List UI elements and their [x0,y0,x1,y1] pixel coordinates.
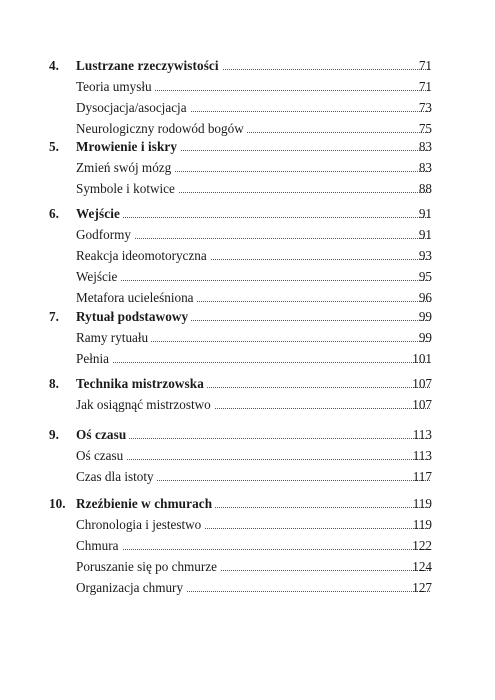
toc-section [0,178,495,199]
page-number: 107 [412,397,432,412]
toc-chapter-heading [0,55,495,76]
page-number: 71 [418,79,432,94]
section-title: Oś czasu [76,448,126,463]
toc-section [0,466,495,487]
section-title: Metafora ucieleśniona [76,290,197,305]
toc-section [0,224,495,245]
dot-leader [76,362,430,363]
chapter-number: 8. [49,376,59,391]
page-number: 83 [418,139,432,154]
section-title: Pełnia [76,351,112,366]
section-title: Jak osiągnąć mistrzostwo [76,397,214,412]
toc-section [0,514,495,535]
section-title: Chmura [76,538,122,553]
chapter-title: Wejście [76,206,123,221]
dot-leader [76,459,430,460]
chapter-title: Oś czasu [76,427,129,442]
section-title: Neurologiczny rodowód bogów [76,121,247,136]
page-number: 83 [418,160,432,175]
toc-section [0,348,495,369]
toc-chapter-9 [0,424,495,487]
page-number: 99 [418,309,432,324]
section-title: Wejście [76,269,120,284]
toc-section [0,76,495,97]
toc-chapter-heading [0,424,495,445]
section-title: Czas dla istoty [76,469,157,484]
page-number: 73 [418,100,432,115]
toc-chapter-4 [0,55,495,139]
dot-leader [76,438,430,439]
toc-section [0,327,495,348]
page-number: 91 [418,206,432,221]
chapter-number: 6. [49,206,59,221]
page-number: 101 [412,351,432,366]
page-number: 113 [412,448,432,463]
page-number: 75 [418,121,432,136]
section-title: Chronologia i jestestwo [76,517,204,532]
toc-section [0,97,495,118]
chapter-number: 9. [49,427,59,442]
toc-section [0,287,495,308]
toc-section [0,577,495,598]
page-number: 119 [412,517,432,532]
section-title: Teoria umysłu [76,79,155,94]
section-title: Ramy rytuału [76,330,151,345]
dot-leader [76,280,430,281]
page-number: 99 [418,330,432,345]
chapter-title: Lustrzane rzeczywistości [76,58,222,73]
toc-chapter-7 [0,306,495,369]
chapter-number: 7. [49,309,59,324]
section-title: Zmień swój mózg [76,160,174,175]
toc-chapter-10 [0,493,495,598]
page-number: 107 [412,376,432,391]
toc-chapter-heading [0,136,495,157]
toc-chapter-5 [0,136,495,199]
toc-section [0,266,495,287]
page-number: 88 [418,181,432,196]
toc-section [0,394,495,415]
page-number: 95 [418,269,432,284]
page-number: 119 [412,496,432,511]
section-title: Symbole i kotwice [76,181,178,196]
page-number: 96 [418,290,432,305]
section-title: Dysocjacja/asocjacja [76,100,190,115]
chapter-title: Mrowienie i iskry [76,139,180,154]
page-number: 91 [418,227,432,242]
chapter-title: Technika mistrzowska [76,376,207,391]
toc-section [0,157,495,178]
toc-chapter-heading [0,373,495,394]
toc-section [0,535,495,556]
page-number: 127 [412,580,432,595]
page-number: 122 [412,538,432,553]
toc-chapter-heading [0,203,495,224]
page-number: 124 [412,559,432,574]
page-number: 93 [418,248,432,263]
section-title: Godformy [76,227,134,242]
chapter-title: Rytuał podstawowy [76,309,191,324]
toc-chapter-heading [0,306,495,327]
toc-chapter-6 [0,203,495,308]
toc-chapter-heading [0,493,495,514]
toc-section [0,445,495,466]
section-title: Reakcja ideomotoryczna [76,248,210,263]
toc-chapter-8 [0,373,495,415]
section-title: Poruszanie się po chmurze [76,559,220,574]
page-number: 71 [418,58,432,73]
toc-section [0,245,495,266]
chapter-number: 5. [49,139,59,154]
page-number: 113 [412,427,432,442]
section-title: Organizacja chmury [76,580,186,595]
dot-leader [76,549,430,550]
dot-leader [76,217,430,218]
page-number: 117 [412,469,432,484]
chapter-number: 10. [49,496,66,511]
chapter-number: 4. [49,58,59,73]
toc-section [0,556,495,577]
chapter-title: Rzeźbienie w chmurach [76,496,215,511]
